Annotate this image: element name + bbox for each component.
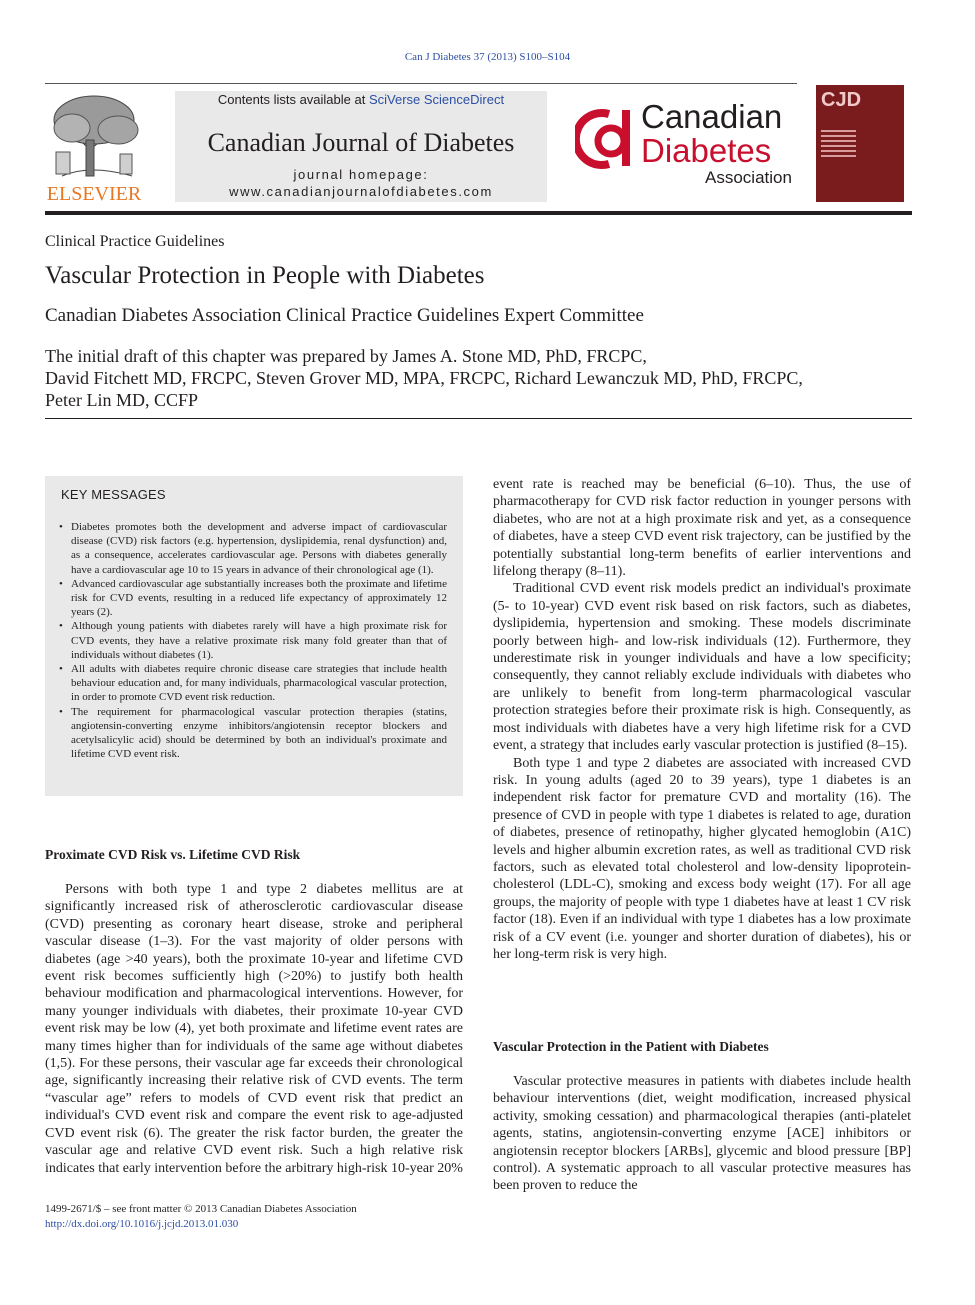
article-title: Vascular Protection in People with Diabetes: [45, 262, 485, 289]
journal-title: Canadian Journal of Diabetes: [207, 128, 515, 157]
right-column-body: [493, 476, 911, 963]
journal-cover-thumbnail[interactable]: [816, 85, 904, 202]
header-thick-rule: [45, 211, 912, 215]
section-heading-vascular-protection: Vascular Protection in the Patient with Diabetes: [493, 1039, 769, 1054]
cover-decoration: [821, 130, 856, 160]
authors-line-1: The initial draft of this chapter was prepared by James A. Stone MD, PhD, FRCPC,: [45, 346, 647, 366]
section-heading-proximate-risk: Proximate CVD Risk vs. Lifetime CVD Risk: [45, 847, 301, 862]
doi-link[interactable]: http://dx.doi.org/10.1016/j.jcjd.2013.01.030: [45, 1218, 239, 1230]
bullet-icon: •: [59, 620, 63, 633]
bullet-icon: •: [59, 577, 63, 590]
article-committee: Canadian Diabetes Association Clinical Practice Guidelines Expert Committee: [45, 305, 644, 326]
bullet-icon: •: [59, 663, 63, 676]
paragraph: Both type 1 and type 2 diabetes are associated with increased CVD risk. In young adults (aged 20 to 39 years), type 1 diabetes is an independent risk factor for premature CVD and mortality (16). The presence of CVD in people with type 1 diabetes is related to age, duration of diabetes, presence of retinopathy, higher glycated hemoglobin (A1C) levels and higher albumin excretion rates, as well as traditional CVD risk factors, such as elevated total cholesterol and low-density lipoprotein-cholesterol (LDL-C), smoking and excess body weight (17). For all age groups, the majority of people with type 1 diabetes have at least 1 CV risk factor (18). Even if an individual with type 1 diabetes has a low proximate risk of a CV event (i.e. younger and shorter duration of diabetes), his or her long-term risk is very high.: [493, 755, 911, 962]
key-messages-box: [45, 476, 463, 796]
elsevier-tree-icon: [42, 92, 147, 204]
key-message-item: • Advanced cardiovascular age substantially increases both the proximate and lifetime risk for CVD events, resulting in a reduced life expectancy of approximately 12 years (2).: [59, 577, 447, 619]
homepage-label: journal homepage:: [293, 167, 429, 182]
page-footer: [45, 1202, 357, 1232]
cda-logo-text: [641, 100, 792, 188]
key-message-item: • The requirement for pharmacological vascular protection therapies (statins, angiotensin-converting enzyme inhibitors/angiotensin receptor blockers and acetylsalicylic acid) should be determined by both an individual's proximate and lifetime CVD event risk.: [59, 705, 447, 761]
cda-word-diabetes: Diabetes: [641, 132, 772, 169]
right-column-body-2: [493, 1073, 911, 1195]
key-message-item: • Diabetes promotes both the development and adverse impact of cardiovascular disease (CVD) risk factors (e.g. hypertension, dyslipidemia, renal dysfunction) and, as a consequence, accelerates cardiovascular age. Persons with diabetes generally have a cardiovascular age 10 to 15 years in advance of their chronological age (1).: [59, 521, 447, 576]
paragraph: Persons with both type 1 and type 2 diabetes mellitus are at significantly increased risk of atherosclerotic cardiovascular disease (CVD) presenting as coronary heart disease, stroke and peripheral vascular disease (1–3). For the vast majority of older persons with diabetes (age >40 years), both the proximate 10-year and lifetime CVD event risk becomes sufficiently high (>20%) to justify both health behaviour modification and pharmacological interventions. However, for many younger individuals with diabetes, their proximate 10-year CVD event risk may be low (4), yet both proximate and lifetime event rates are many times higher than for individuals of the same age without diabetes (1,5). For these persons, their vascular age far exceeds their chronological age, significantly increasing their relative risk of CVD events. The term “vascular age” refers to models of CVD event risk that predict an individual's CVD event risk and compare the event risk to age-adjusted CVD event risk (6). The greater the risk factor burden, the greater the vascular age and relative CVD event risk. Such a high relative risk indicates that early intervention before the arbitrary high-risk 10-year 20%: [45, 882, 463, 1176]
paragraph: event rate is reached may be beneficial (6–10). Thus, the use of pharmacotherapy for CVD risk factor reduction in younger persons with diabetes, who are not at a high proximate risk and yet, as a consequence of diabetes, have a steep CVD event risk trajectory, can be justified by the potentially substantial long-term benefits of earlier interventions and lifelong therapy (8–11).: [493, 477, 911, 580]
left-column-body: [45, 881, 463, 1177]
bullet-icon: •: [59, 705, 63, 718]
authors-line-3: Peter Lin MD, CCFP: [45, 390, 199, 410]
paragraph: Vascular protective measures in patients with diabetes include health behaviour interventions (diet, weight modification, increased physical activity, smoking cessation) and pharmacological therapies (anti-platelet agents, statins, angiotensin-converting enzyme [ACE] inhibitors or angiotensin receptor blockers [ARBs], glycemic and blood pressure [BP] control). A systematic approach to all vascular protective measures has been proven to reduce the: [493, 1074, 911, 1194]
bullet-icon: •: [59, 521, 63, 533]
key-messages-list: [59, 520, 447, 761]
journal-header-box: [175, 91, 547, 202]
cda-logo-icon: [575, 108, 637, 170]
issn-line: 1499-2671/$ – see front matter © 2013 Canadian Diabetes Association: [45, 1203, 357, 1215]
elsevier-logo: [42, 92, 147, 204]
journal-citation[interactable]: Can J Diabetes 37 (2013) S100–S104: [404, 51, 571, 63]
homepage-url[interactable]: www.canadianjournalofdiabetes.com: [229, 184, 493, 199]
paragraph: Traditional CVD event risk models predict an individual's proximate (5- to 10-year) CVD event risk based on risk factors, such as diabetes, dyslipidemia, hypertension and smoking. These models discriminate poorly between high- and low-risk individuals (12). Furthermore, they underestimate risk in younger individuals and have a low specificity; consequently, they cannot reliably exclude individuals with diabetes who are unlikely to benefit from long-term pharmacological vascular protection strategies before their proximate risk is high. Consequently, as most individuals with diabetes have a very high lifetime risk for a CVD event, a strategy that includes early vascular protection is justified (8–15).: [493, 581, 911, 754]
elsevier-wordmark: ELSEVIER: [46, 183, 142, 204]
authors-line-2: David Fitchett MD, FRCPC, Steven Grover MD, MPA, FRCPC, Richard Lewanczuk MD, PhD, FRCPC,: [45, 368, 803, 388]
cda-word-association: Association: [705, 168, 792, 187]
contents-available-line: [175, 92, 547, 107]
cda-word-canadian: Canadian: [641, 98, 783, 135]
key-message-item: • All adults with diabetes require chronic disease care strategies that include health behaviour education and, for many individuals, pharmacological vascular protection, in order to promote CVD event risk reduction.: [59, 663, 447, 704]
cover-title: CJD: [821, 89, 862, 111]
key-messages-heading: KEY MESSAGES: [61, 487, 166, 502]
article-section-type: Clinical Practice Guidelines: [45, 233, 225, 250]
article-authors: [45, 345, 925, 411]
contents-prefix: Contents lists available at: [217, 92, 369, 107]
authors-rule: [45, 418, 912, 419]
journal-homepage: [175, 166, 547, 200]
key-message-item: • Although young patients with diabetes rarely will have a high proximate risk for CVD events, they have a relative proximate risk many fold greater than that of individuals without diabetes (1).: [59, 620, 447, 661]
sciencedirect-link[interactable]: SciVerse ScienceDirect: [368, 92, 505, 107]
header-top-rule: [45, 83, 797, 84]
